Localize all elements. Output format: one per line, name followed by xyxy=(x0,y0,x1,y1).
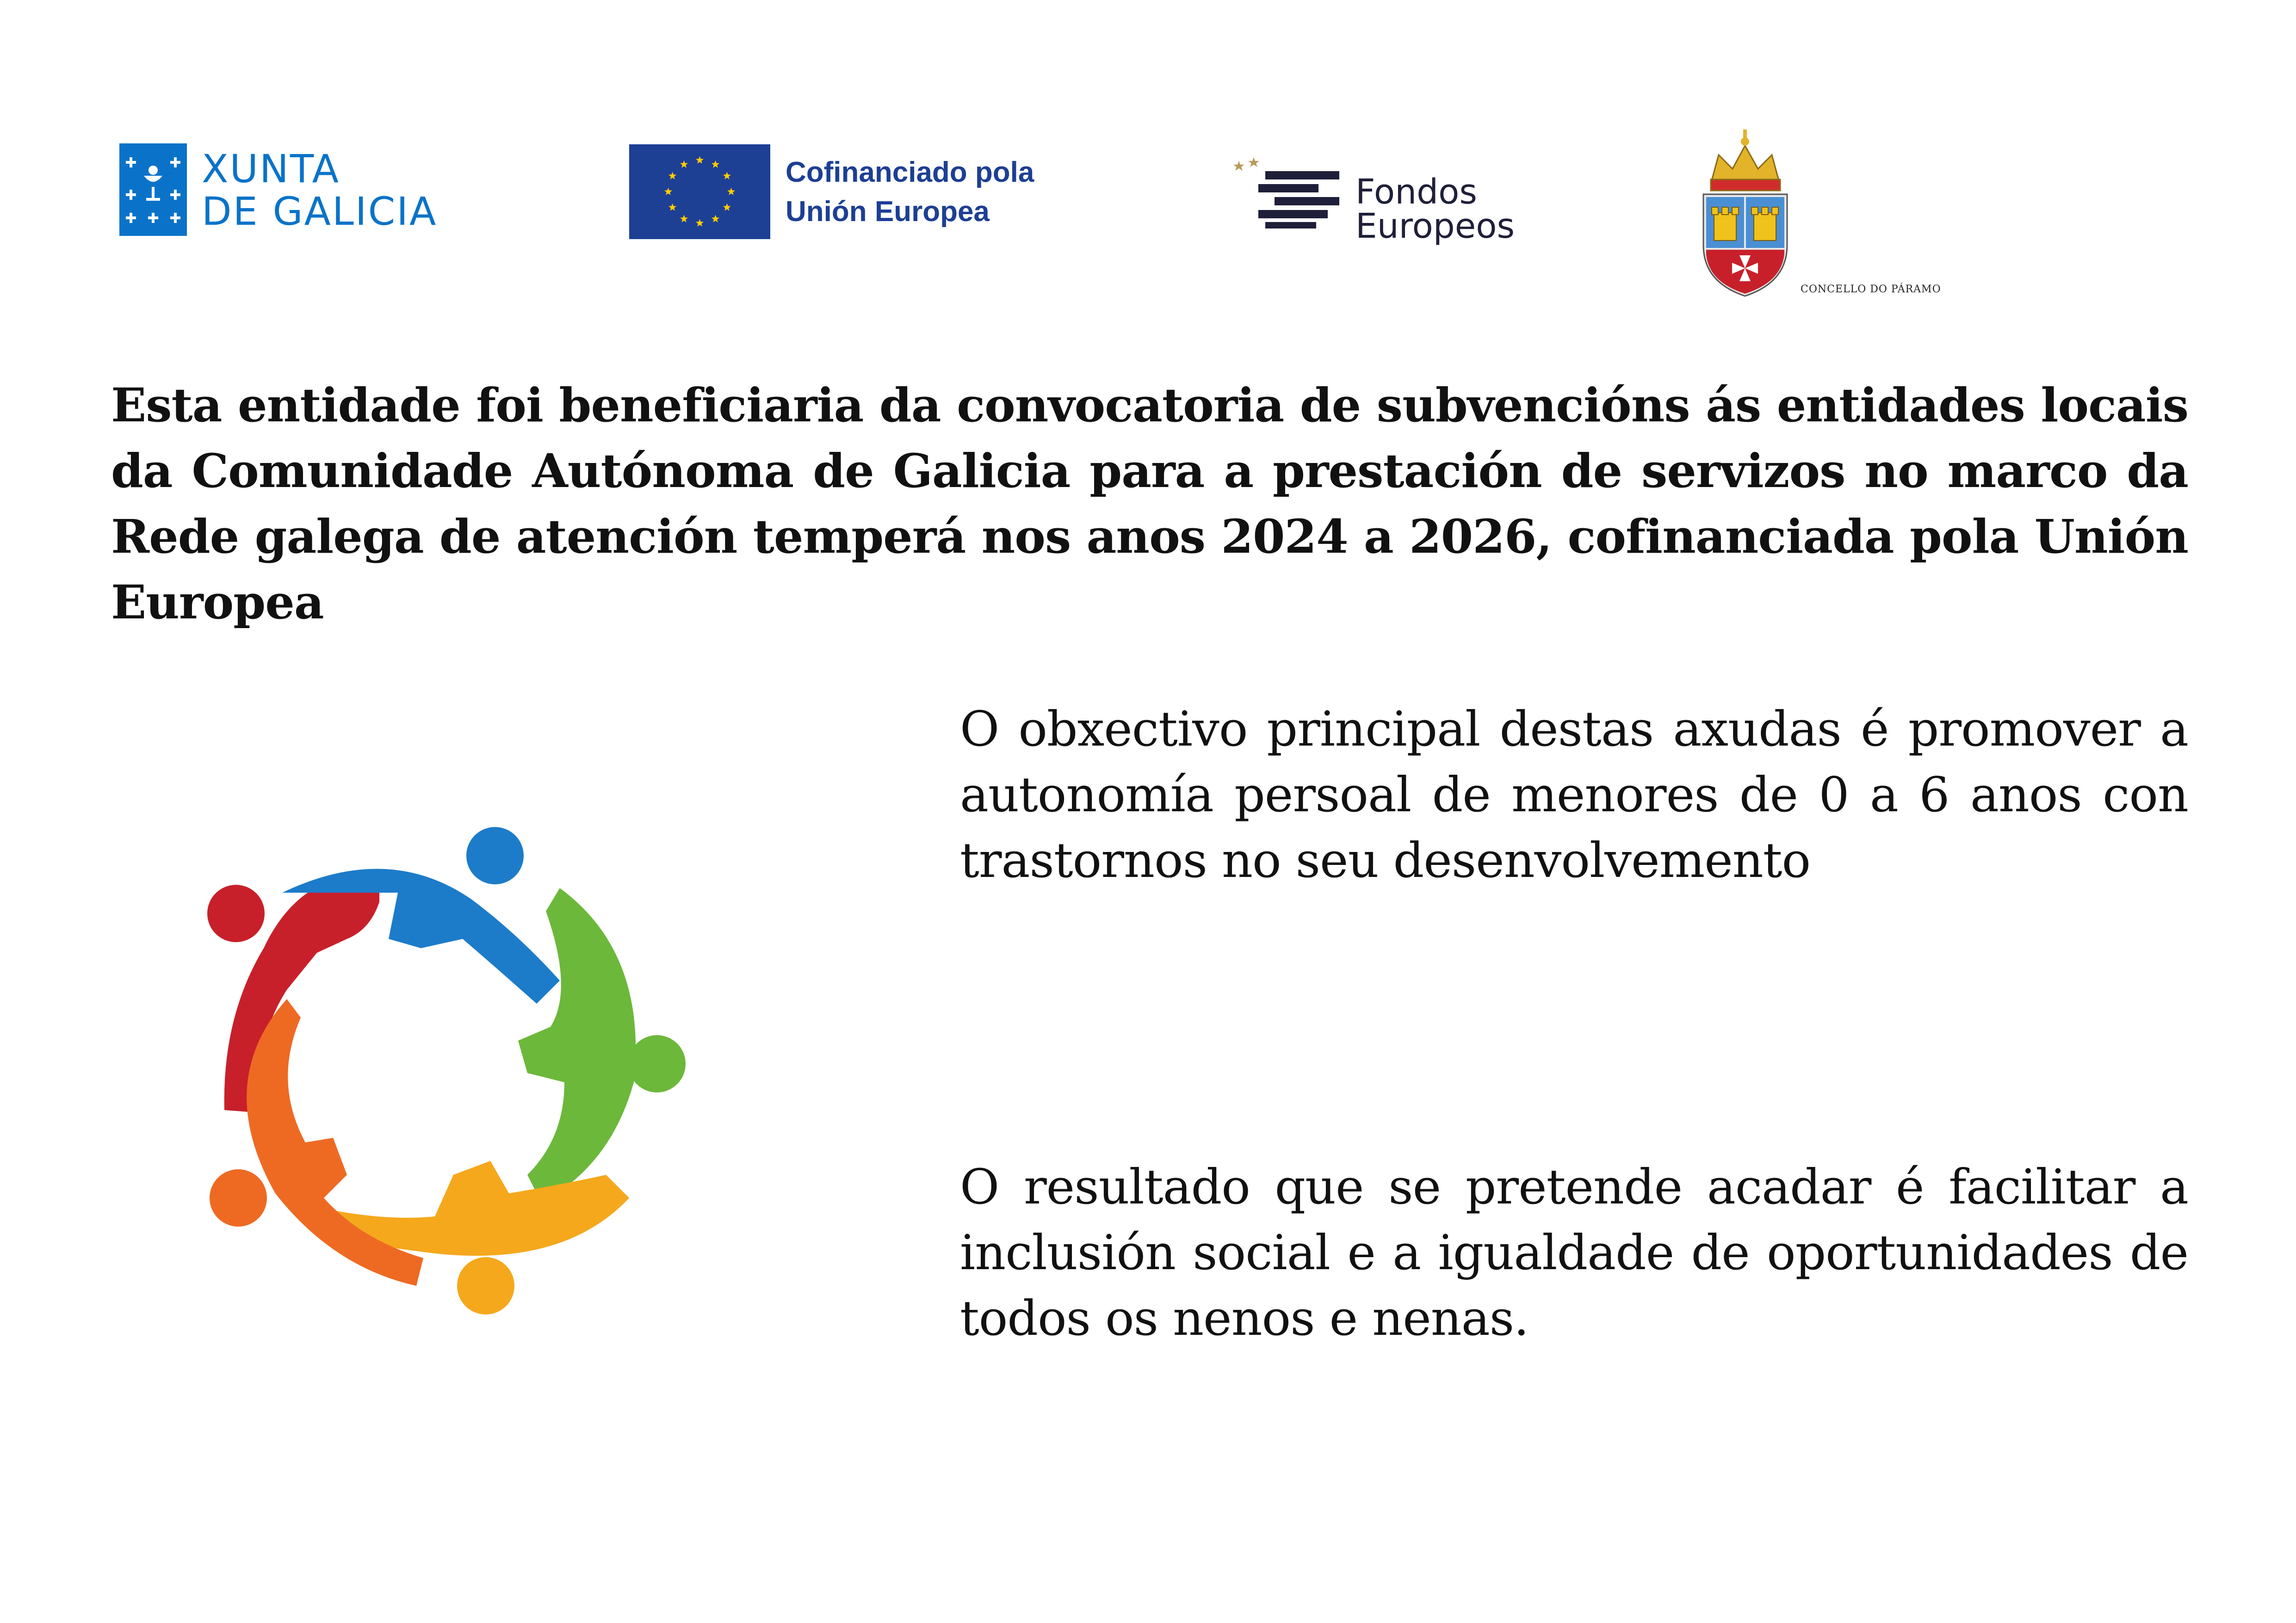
eu-line2: Unión Europea xyxy=(786,196,990,228)
page-heading: Esta entidade foi beneficiaria da convocatoria de subvencións ás entidades locais da Comunidade Autónoma de Galicia para a prestación de servizos no marco da Rede galega de atención temperá nos anos 2024 a 2026, cofinanciada pola Unión Europea xyxy=(111,378,2188,629)
xunta-line2: DE GALICIA xyxy=(202,189,438,234)
fondos-stripes-icon xyxy=(1231,153,1344,231)
xunta-de-galicia-logo xyxy=(119,141,457,238)
fondos-label: Fondos Europeos xyxy=(1355,172,1515,246)
objective-paragraph: O obxectivo principal destas axudas é promover a autonomía persoal de menores de 0 a 6 anos con trastornos no seu desenvolvemento xyxy=(960,701,2188,889)
concello-label: CONCELLO DO PÁRAMO xyxy=(1801,284,1941,295)
eu-line1: Cofinanciado pola xyxy=(786,156,1034,188)
xunta-line1: XUNTA xyxy=(202,146,340,191)
concello-do-paramo-logo xyxy=(1693,130,1952,305)
eu-cofinanced-logo xyxy=(629,144,1092,239)
eu-flag-icon xyxy=(629,144,770,239)
fondos-europeos-logo xyxy=(1231,153,1647,246)
xunta-shield-icon xyxy=(119,143,187,236)
coat-of-arms-icon xyxy=(1693,130,1797,298)
community-circle-icon xyxy=(194,823,689,1323)
result-paragraph: O resultado que se pretende acadar é facilitar a inclusión social e a igualdade de oportunidades de todos os nenos e nenas. xyxy=(960,1159,2188,1346)
